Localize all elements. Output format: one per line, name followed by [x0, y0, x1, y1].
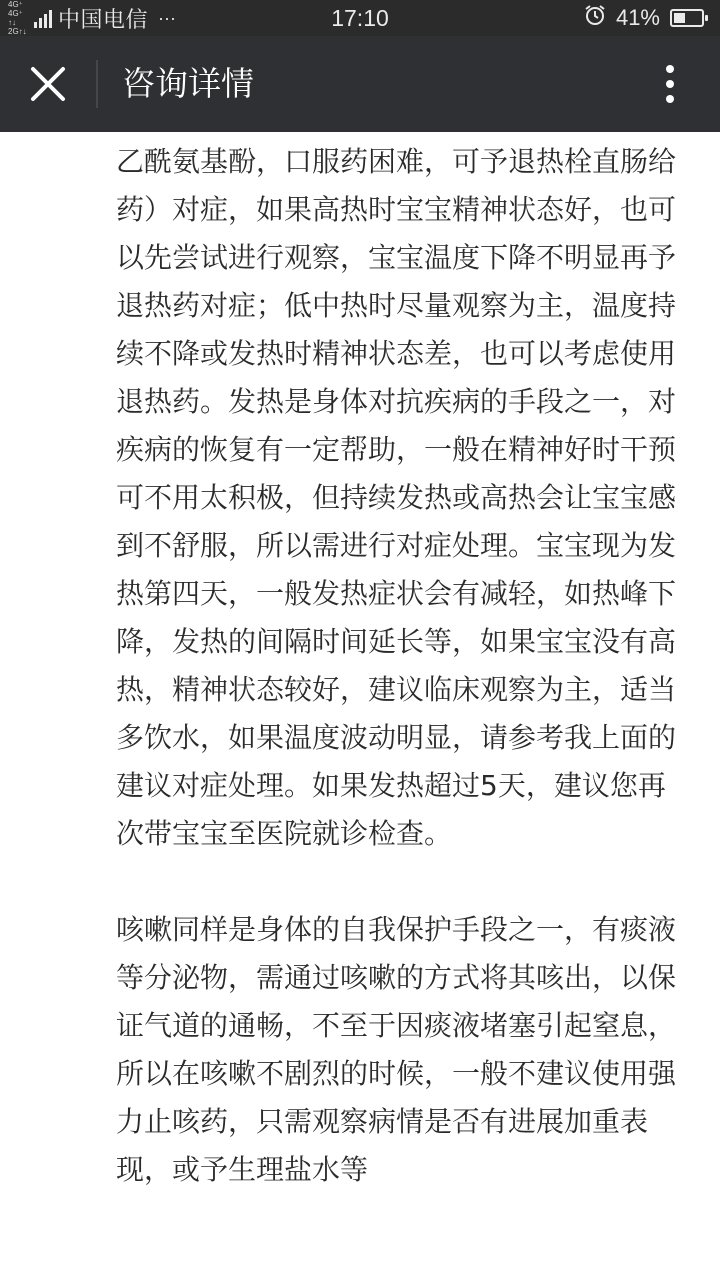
close-button[interactable] — [18, 54, 78, 114]
status-right — [584, 0, 704, 36]
reply-paragraph-fever: 乙酰氨基酚，口服药困难，可予退热栓直肠给药）对症，如果高热时宝宝精神状态好，也可以先尝试进行观察，宝宝温度下降不明显再予退热药对症；低中热时尽量观察为主，温度持续不降或发热时精神状态差，也可以考虑使用退热药。发热是身体对抗疾病的手段之一，对疾病的恢复有一定帮助，一般在精神好时干预可不用太积极，但持续发热或高热会让宝宝感到不舒服，所以需进行对症处理。宝宝现为发热第四天，一般发热症状会有减轻，如热峰下降，发热的间隔时间延长等，如果宝宝没有高热，精神状态较好，建议临床观察为主，适当多饮水，如果温度波动明显，请参考我上面的建议对症处理。如果发热超过5天，建议您再次带宝宝至医院就诊检查。 — [116, 145, 677, 850]
battery-percent: 41% — [615, 5, 660, 30]
consultation-content — [116, 138, 676, 1194]
status-time: 17:10 — [331, 5, 389, 31]
title-divider — [96, 60, 98, 108]
more-vertical-icon — [665, 64, 675, 104]
title-bar — [0, 36, 720, 132]
more-options-button[interactable] — [642, 60, 698, 108]
battery-icon — [670, 9, 704, 27]
battery-level-fill — [674, 13, 685, 23]
carrier-name: 中国电信 — [58, 6, 149, 32]
status-bar — [0, 0, 720, 36]
close-icon — [30, 66, 66, 102]
reply-paragraph-cough: 咳嗽同样是身体的自我保护手段之一，有痰液等分泌物，需通过咳嗽的方式将其咳出，以保证气道的通畅，不至于因痰液堵塞引起窒息，所以在咳嗽不剧烈的时候，一般不建议使用强力止咳药，只需观察病情是否有进展加重表现，或予生理盐水等 — [116, 913, 677, 1186]
network-type-top: 4G⁺ 4G⁺ — [8, 0, 23, 18]
alarm-icon — [584, 4, 606, 32]
page-title: 咨询详情 — [122, 64, 254, 103]
network-type-bottom: ↑↓ 2G↑↓ — [8, 18, 27, 36]
notification-dots: ··· — [158, 7, 176, 28]
